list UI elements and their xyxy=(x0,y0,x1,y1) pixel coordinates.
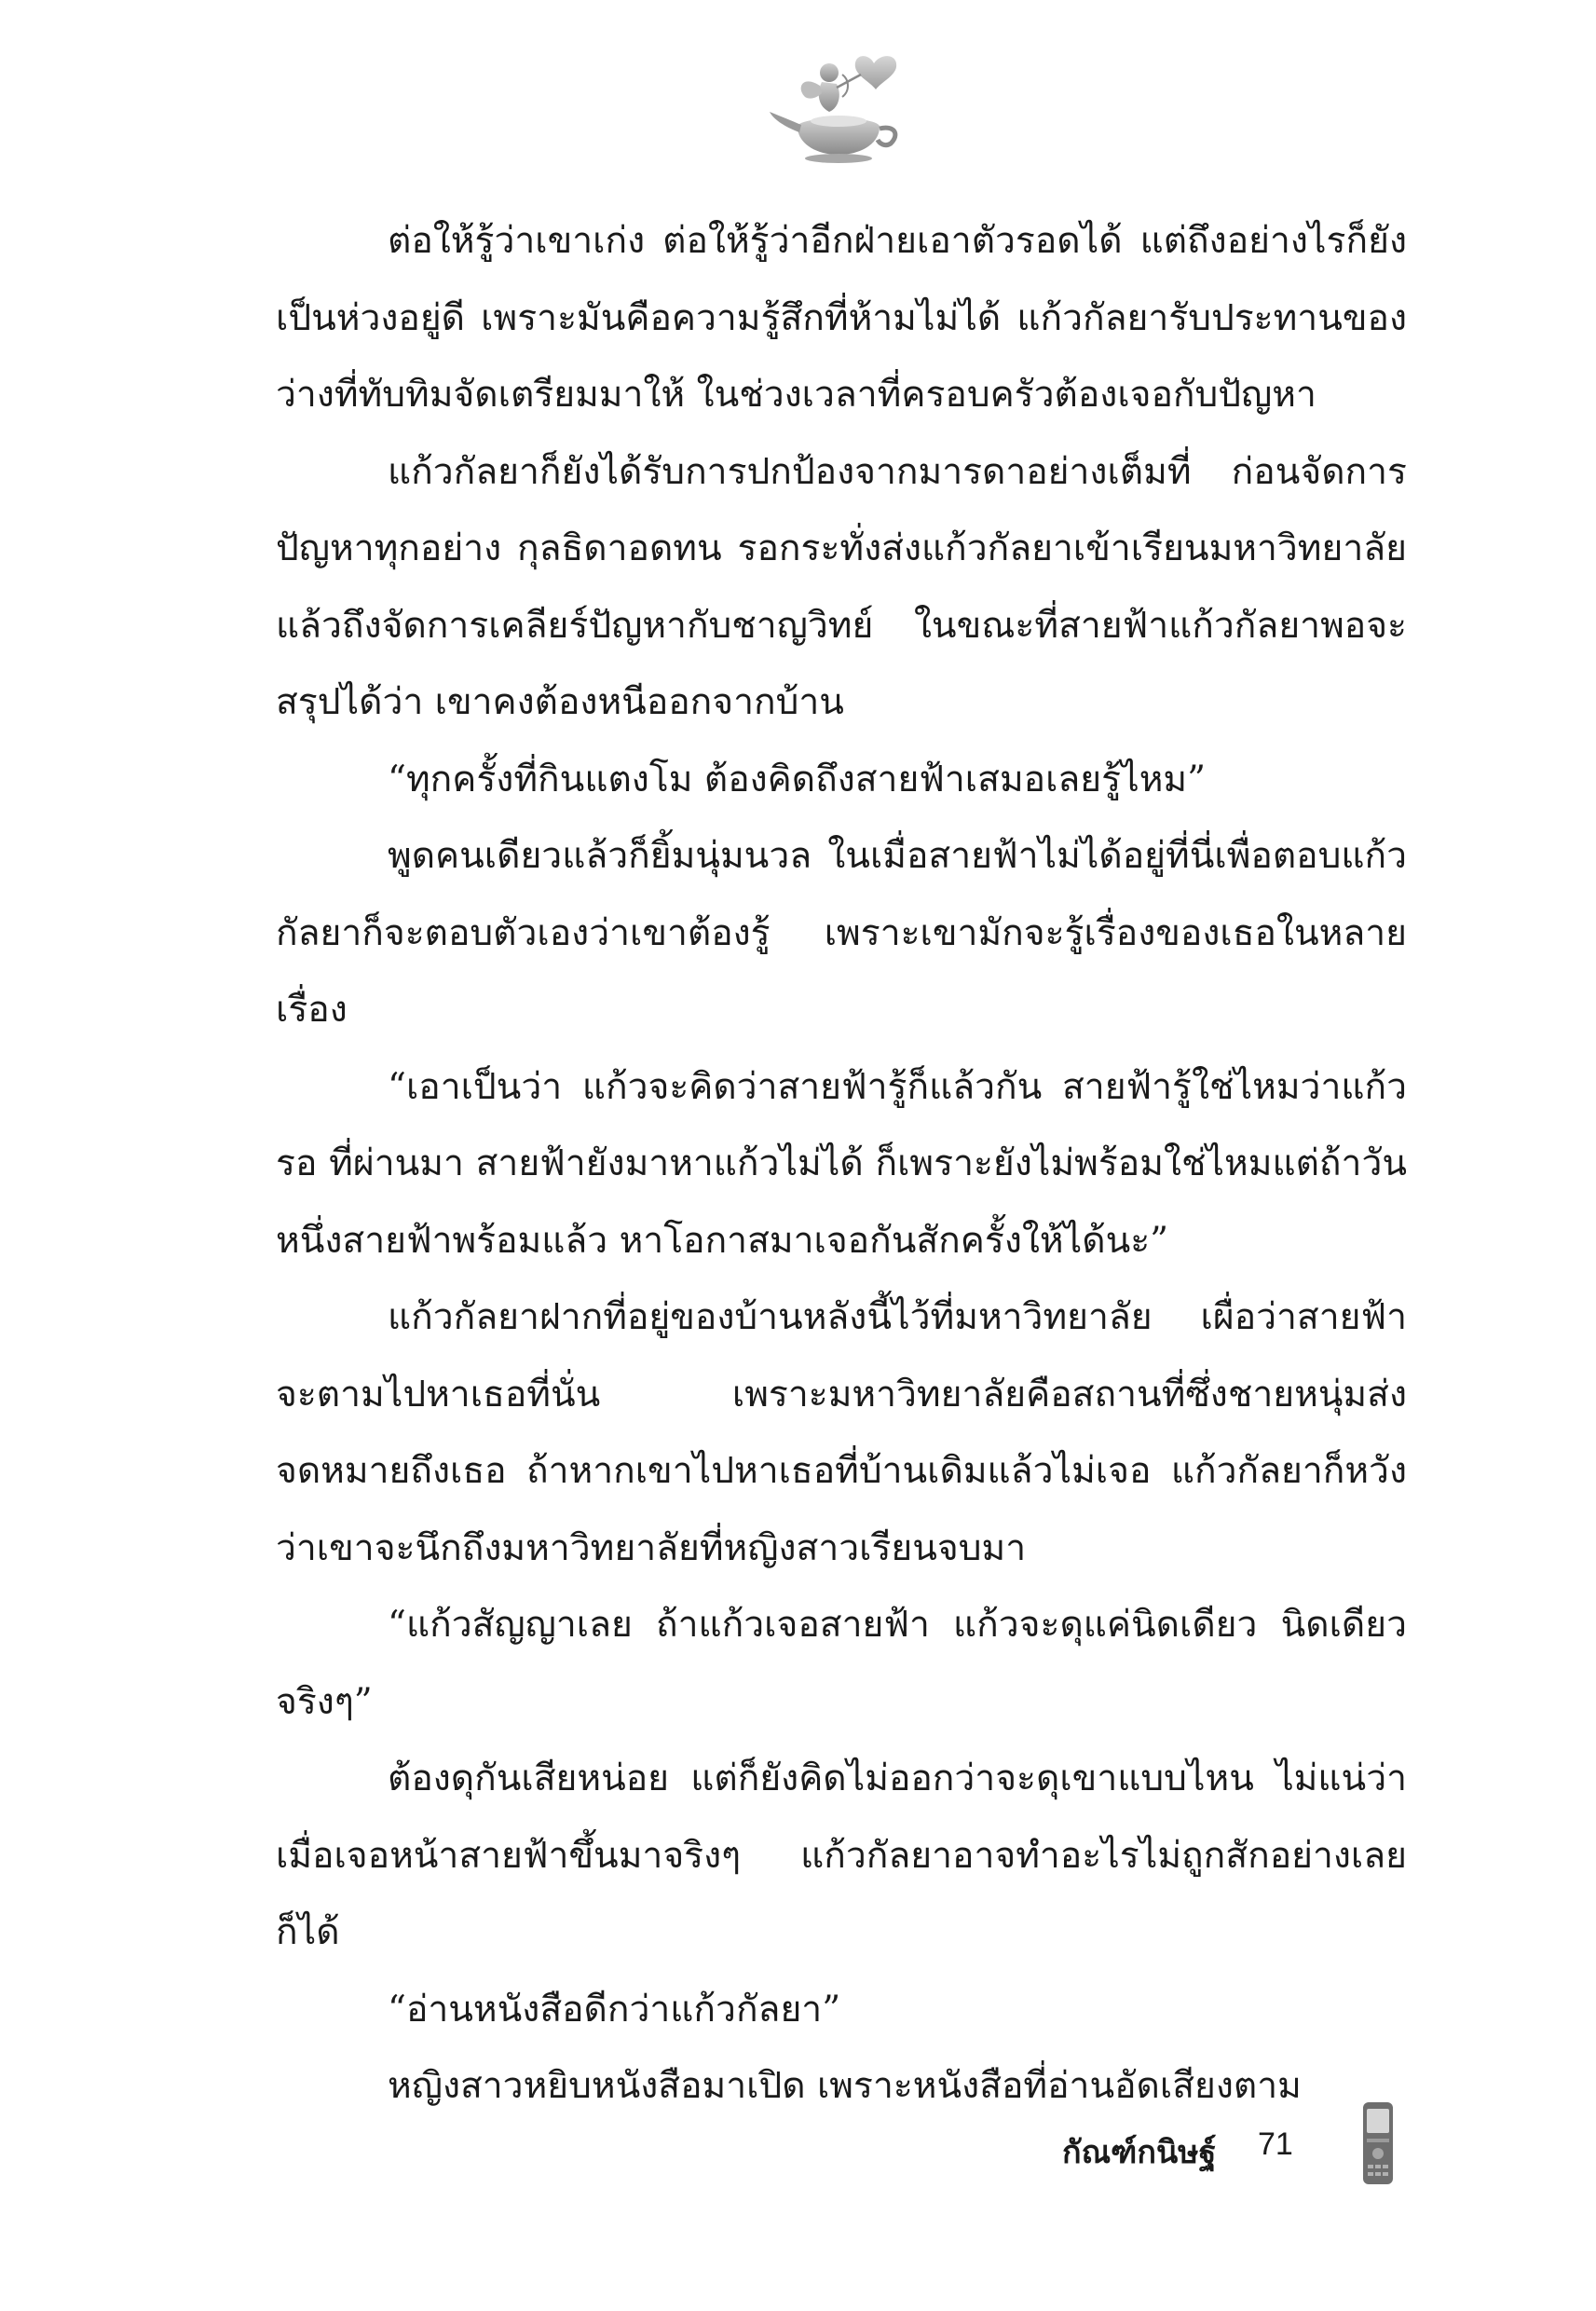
page-footer xyxy=(1025,2106,1398,2181)
paragraph: “ทุกครั้งที่กินแตงโม ต้องคิดถึงสายฟ้าเสมอเลยรู้ไหม” xyxy=(388,758,1207,800)
paragraph: แก้วกัลยาฝากที่อยู่ของบ้านหลังนี้ไว้ที่มหาวิทยาลัย เผื่อว่าสายฟ้าจะตามไปหาเธอที่นั่น เพราะมหาวิทยาลัยคือสถานที่ซึ่งชายหนุ่มส่งจดหมายถึงเธอ ถ้าหากเขาไปหาเธอที่บ้านเดิมแล้วไม่เจอ แก้วกัลยาก็หวังว่าเขาจะนึกถึงมหาวิทยาลัยที่หญิงสาวเรียนจบมา xyxy=(276,1296,1407,1569)
paragraph: พูดคนเดียวแล้วก็ยิ้มนุ่มนวล ในเมื่อสายฟ้าไม่ได้อยู่ที่นี่เพื่อตอบแก้วกัลยาก็จะตอบตัวเองว่าเขาต้องรู้ เพราะเขามักจะรู้เรื่องของเธอในหลายเรื่อง xyxy=(276,835,1407,1031)
paragraph: หญิงสาวหยิบหนังสือมาเปิด เพราะหนังสือที่อ่านอัดเสียงตาม xyxy=(388,2065,1302,2107)
footer-author: กัณฑ์กนิษฐ์ xyxy=(1062,2134,1217,2171)
paragraph: “แก้วสัญญาเลย ถ้าแก้วเจอสายฟ้า แก้วจะดุแค่นิดเดียว นิดเดียวจริงๆ” xyxy=(276,1604,1407,1723)
body-text xyxy=(276,203,1407,2126)
paragraph: ต่อให้รู้ว่าเขาเก่ง ต่อให้รู้ว่าอีกฝ่ายเอาตัวรอดได้ แต่ถึงอย่างไรก็ยังเป็นห่วงอยู่ดี เพราะมันคือความรู้สึกที่ห้ามไม่ได้ แก้วกัลยารับประทานของว่างที่ทับทิมจัดเตรียมมาให้ ในช่วงเวลาที่ครอบครัวต้องเจอกับปัญหา xyxy=(276,220,1407,416)
teapot-cupid-ornament-icon xyxy=(764,47,913,168)
paragraph: “เอาเป็นว่า แก้วจะคิดว่าสายฟ้ารู้ก็แล้วกัน สายฟ้ารู้ใช่ไหมว่าแก้วรอ ที่ผ่านมา สายฟ้ายังมาหาแก้วไม่ได้ ก็เพราะยังไม่พร้อมใช่ไหมแต่ถ้าวันหนึ่งสายฟ้าพร้อมแล้ว หาโอกาสมาเจอกันสักครั้งให้ได้นะ” xyxy=(276,1065,1407,1262)
voice-recorder-icon xyxy=(1362,2101,1394,2185)
paragraph: “อ่านหนังสือดีกว่าแก้วกัลยา” xyxy=(388,1988,841,2031)
paragraph: แก้วกัลยาก็ยังได้รับการปกป้องจากมารดาอย่างเต็มที่ ก่อนจัดการปัญหาทุกอย่าง กุลธิดาอดทน รอกระทั่งส่งแก้วกัลยาเข้าเรียนมหาวิทยาลัย แล้วถึงจัดการเคลียร์ปัญหากับชาญวิทย์ ในขณะที่สายฟ้าแก้วกัลยาพอจะสรุปได้ว่า เขาคงต้องหนีออกจากบ้าน xyxy=(276,450,1407,723)
page-number: 71 xyxy=(1258,2126,1293,2162)
paragraph: ต้องดุกันเสียหน่อย แต่ก็ยังคิดไม่ออกว่าจะดุเขาแบบไหน ไม่แน่ว่าเมื่อเจอหน้าสายฟ้าขึ้นมาจริงๆ แก้วกัลยาอาจทำอะไรไม่ถูกสักอย่างเลยก็ได้ xyxy=(276,1757,1407,1953)
